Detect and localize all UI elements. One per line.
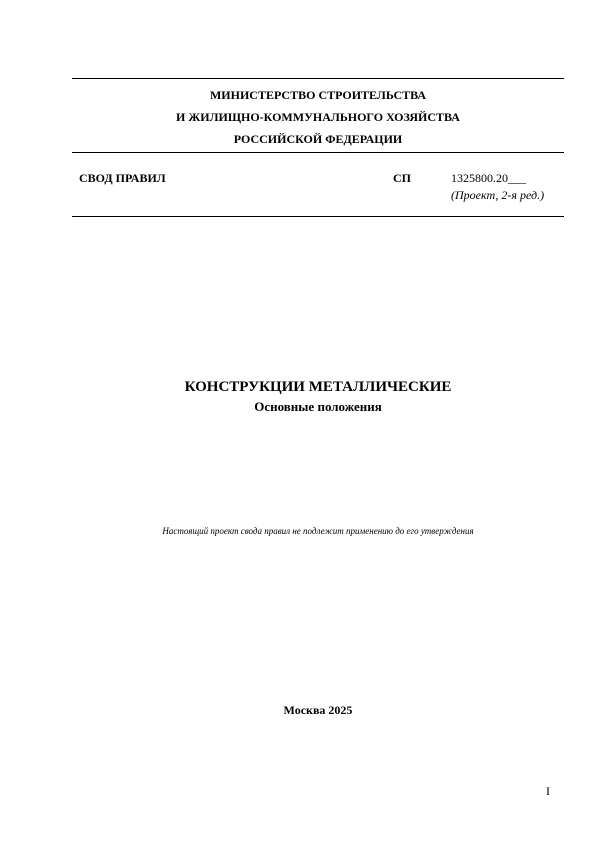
bottom-rule — [72, 216, 564, 217]
code-label: СВОД ПРАВИЛ — [79, 171, 166, 185]
draft-note: Настоящий проект свода правил не подлежит применению до его утверждения — [162, 526, 474, 536]
code-status: (Проект, 2-я ред.) — [451, 188, 545, 202]
ministry-line-3: РОССИЙСКОЙ ФЕДЕРАЦИИ — [233, 132, 403, 146]
ministry-line-2: И ЖИЛИЩНО-КОММУНАЛЬНОГО ХОЗЯЙСТВА — [176, 110, 460, 124]
ministry-line-1: МИНИСТЕРСТВО СТРОИТЕЛЬСТВА — [209, 88, 427, 102]
middle-rule — [72, 152, 564, 153]
document-title: КОНСТРУКЦИИ МЕТАЛЛИЧЕСКИЕ — [184, 379, 452, 395]
place-year: Москва 2025 — [283, 703, 353, 717]
code-number: 1325800.20___ — [451, 171, 526, 185]
top-rule — [72, 78, 564, 79]
ministry-heading — [72, 84, 564, 150]
document-subtitle: Основные положения — [254, 399, 382, 414]
title-block — [72, 377, 564, 417]
page-number: I — [546, 784, 550, 798]
code-prefix: СП — [393, 171, 411, 185]
